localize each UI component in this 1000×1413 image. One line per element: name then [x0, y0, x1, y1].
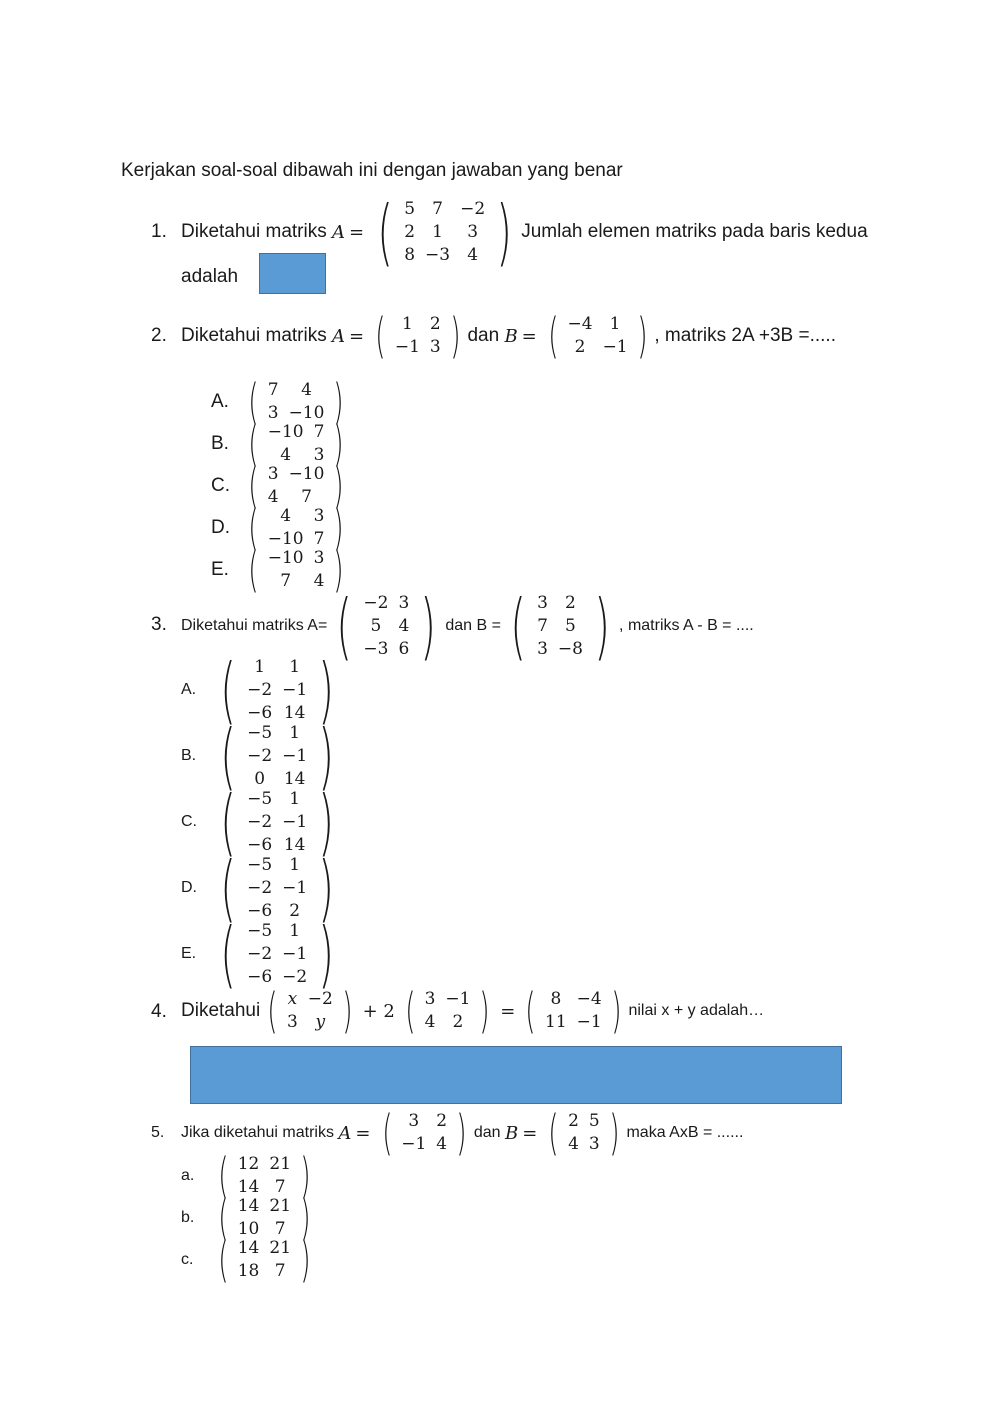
- matrix-cell: −4: [567, 314, 593, 334]
- matrix-cell: 7: [313, 422, 325, 442]
- q2-option-label: E.: [211, 559, 229, 580]
- matrix-cell: 2: [289, 900, 301, 921]
- q5-eq-b: =: [522, 1122, 538, 1144]
- matrix-cell: 18: [237, 1261, 260, 1281]
- q2-number: 2.: [151, 325, 167, 346]
- matrix-grid: [233, 1195, 296, 1241]
- matrix-cell: 3: [588, 1134, 600, 1154]
- matrix-row: [242, 943, 312, 966]
- matrix-grid: [563, 313, 633, 359]
- matrix-cell: 3: [537, 592, 548, 613]
- matrix-cell: 1: [432, 221, 443, 242]
- q2-tail: , matriks 2A +3B =.....: [654, 325, 836, 346]
- matrix-cell: 7: [274, 1177, 286, 1197]
- q1-eq: =: [349, 221, 365, 243]
- matrix-row: [420, 988, 476, 1011]
- matrix-cell: −2: [247, 877, 273, 898]
- matrix-cell: 3: [313, 548, 325, 568]
- left-paren: (: [405, 983, 416, 1039]
- matrix-grid: [263, 421, 330, 467]
- right-paren: ): [300, 1232, 311, 1288]
- right-paren: ): [342, 983, 353, 1039]
- matrix-cell: 3: [429, 337, 441, 357]
- matrix-cell: 4: [267, 487, 279, 507]
- q5-option[interactable]: [181, 1148, 318, 1204]
- matrix-cell: −6: [247, 966, 273, 987]
- matrix-cell: 7: [313, 529, 325, 549]
- q3-matrix-a: [330, 583, 442, 668]
- matrix-cell: 5: [588, 1111, 600, 1131]
- matrix-grid: [282, 988, 338, 1034]
- matrix-row: [282, 1011, 338, 1034]
- matrix-cell: 8: [550, 989, 562, 1009]
- matrix-cell: 14: [283, 834, 306, 855]
- matrix-cell: 2: [574, 337, 586, 357]
- matrix-row: [358, 615, 414, 638]
- q2-option[interactable]: [211, 458, 351, 514]
- matrix-cell: 5: [404, 198, 416, 219]
- matrix-row: [399, 198, 490, 221]
- q1-lead: Diketahui matriks: [181, 221, 327, 242]
- matrix-cell: −1: [282, 877, 308, 898]
- q5-eq-a: =: [355, 1122, 371, 1144]
- q3-option-label: C.: [181, 813, 197, 830]
- left-paren: (: [220, 779, 236, 864]
- q5-option[interactable]: [181, 1232, 318, 1288]
- matrix-grid: [396, 1110, 452, 1156]
- matrix-cell: 14: [283, 768, 306, 789]
- matrix-grid: [263, 505, 330, 551]
- matrix-cell: 4: [424, 1012, 436, 1032]
- matrix-row: [532, 592, 588, 615]
- matrix-row: [563, 313, 633, 336]
- right-paren: ): [636, 308, 648, 364]
- matrix-row: [233, 1153, 296, 1176]
- matrix-row: [242, 877, 312, 900]
- q5-var-a: A: [338, 1122, 352, 1144]
- matrix-cell: −1: [282, 745, 308, 766]
- matrix-row: [263, 505, 330, 528]
- left-paren: (: [248, 500, 259, 556]
- matrix-grid: [263, 379, 330, 425]
- left-paren: (: [525, 983, 536, 1039]
- matrix-row: [263, 421, 330, 444]
- q3-line: [181, 583, 754, 668]
- matrix-cell: −5: [247, 788, 273, 809]
- matrix-row: [233, 1195, 296, 1218]
- left-paren: (: [548, 1105, 559, 1161]
- matrix-row: [263, 570, 330, 593]
- matrix-grid: [358, 592, 414, 661]
- matrix-row: [242, 722, 312, 745]
- matrix-cell: −1: [394, 337, 420, 357]
- matrix-cell: 21: [269, 1154, 292, 1174]
- q3-option-matrix: [214, 911, 340, 996]
- q2-option[interactable]: [211, 416, 351, 472]
- matrix-row: [540, 988, 607, 1011]
- matrix-cell: −2: [282, 966, 308, 987]
- matrix-row: [263, 463, 330, 486]
- q3-number: 3.: [151, 614, 167, 635]
- q5-tail: maka AxB = ......: [626, 1124, 744, 1141]
- q5-mid: dan: [473, 1124, 501, 1141]
- q1-matrix: [371, 189, 518, 274]
- matrix-row: [242, 656, 312, 679]
- q3-tail: , matriks A - B = ....: [619, 617, 754, 634]
- right-paren: ): [608, 1105, 620, 1161]
- right-paren: ): [318, 647, 334, 732]
- matrix-cell: −2: [247, 943, 273, 964]
- matrix-cell: 3: [537, 638, 548, 659]
- matrix-cell: 1: [609, 314, 621, 334]
- matrix-cell: 1: [254, 656, 266, 677]
- left-paren: (: [218, 1190, 229, 1246]
- matrix-cell: −8: [557, 638, 583, 659]
- q5-matrix-a: [378, 1105, 471, 1161]
- matrix-cell: 12: [237, 1154, 260, 1174]
- matrix-cell: −2: [460, 198, 486, 219]
- matrix-row: [263, 379, 330, 402]
- q1-number: 1.: [151, 221, 167, 242]
- matrix-cell: 7: [274, 1261, 286, 1281]
- right-paren: ): [300, 1190, 311, 1246]
- matrix-cell: 7: [280, 571, 292, 591]
- matrix-cell: 5: [565, 615, 576, 636]
- q1-answer-box[interactable]: [259, 253, 326, 294]
- instruction: Kerjakan soal-soal dibawah ini dengan jawaban yang benar: [121, 160, 623, 181]
- left-paren: (: [220, 911, 236, 996]
- matrix-grid: [242, 788, 312, 857]
- matrix-cell: −6: [247, 702, 273, 723]
- matrix-cell: 3: [267, 464, 279, 484]
- matrix-grid: [540, 988, 607, 1034]
- q3-option-label: E.: [181, 945, 197, 962]
- left-paren: (: [267, 983, 278, 1039]
- left-paren: (: [336, 583, 353, 668]
- q4-answer-box[interactable]: [190, 1046, 842, 1104]
- matrix-row: [396, 1110, 452, 1133]
- matrix-cell: −6: [247, 900, 273, 921]
- matrix-grid: [233, 1237, 296, 1283]
- q3-option[interactable]: [181, 911, 343, 996]
- matrix-cell: −10: [288, 403, 325, 423]
- matrix-row: [532, 638, 588, 661]
- q5-options: [181, 1148, 318, 1288]
- matrix-cell: 2: [436, 1111, 448, 1131]
- left-paren: (: [220, 845, 236, 930]
- matrix-row: [242, 788, 312, 811]
- q3-option-label: B.: [181, 747, 197, 764]
- matrix-cell: −10: [267, 548, 304, 568]
- matrix-cell: 4: [280, 506, 292, 526]
- right-paren: ): [594, 583, 610, 668]
- matrix-cell: y: [315, 1012, 326, 1032]
- matrix-cell: 14: [283, 702, 306, 723]
- matrix-cell: 14: [237, 1238, 260, 1258]
- q2-var-a: A: [332, 325, 345, 347]
- q1-var: A: [332, 221, 345, 243]
- matrix-cell: 7: [301, 487, 312, 507]
- right-paren: ): [496, 189, 512, 274]
- q3-option-label: A.: [181, 681, 197, 698]
- matrix-cell: −6: [247, 834, 273, 855]
- matrix-row: [540, 1011, 607, 1034]
- matrix-cell: −1: [445, 989, 471, 1009]
- matrix-grid: [242, 854, 312, 923]
- right-paren: ): [318, 911, 334, 996]
- matrix-row: [242, 745, 312, 768]
- matrix-grid: [390, 313, 446, 359]
- matrix-row: [358, 592, 414, 615]
- q3-mid: dan B =: [445, 617, 501, 634]
- matrix-cell: 5: [370, 615, 382, 636]
- right-paren: ): [610, 983, 622, 1039]
- matrix-cell: −5: [247, 920, 273, 941]
- matrix-cell: −5: [247, 722, 273, 743]
- right-paren: ): [420, 583, 437, 668]
- matrix-cell: 1: [289, 656, 301, 677]
- matrix-grid: [399, 198, 490, 267]
- q2-line: [181, 308, 836, 364]
- matrix-cell: −1: [282, 811, 308, 832]
- matrix-cell: −3: [363, 638, 389, 659]
- matrix-grid: [263, 463, 330, 509]
- left-paren: (: [510, 583, 526, 668]
- matrix-cell: −1: [401, 1134, 427, 1154]
- matrix-cell: −3: [425, 244, 451, 265]
- matrix-row: [358, 638, 414, 661]
- q1-tail: Jumlah elemen matriks pada baris kedua: [521, 221, 868, 242]
- matrix-row: [242, 854, 312, 877]
- matrix-cell: −5: [247, 854, 273, 875]
- matrix-row: [399, 221, 490, 244]
- q5-option[interactable]: [181, 1190, 318, 1246]
- matrix-cell: −10: [288, 464, 325, 484]
- matrix-row: [233, 1260, 296, 1283]
- q4-line: [181, 983, 765, 1039]
- q4-lead: Diketahui: [181, 1000, 261, 1021]
- matrix-row: [399, 244, 490, 267]
- matrix-cell: 4: [398, 615, 410, 636]
- matrix-cell: 7: [267, 380, 279, 400]
- matrix-cell: −1: [282, 679, 308, 700]
- matrix-cell: 10: [237, 1219, 260, 1239]
- matrix-grid: [242, 722, 312, 791]
- matrix-cell: 2: [429, 314, 441, 334]
- matrix-cell: 21: [269, 1238, 292, 1258]
- q5-var-b: B: [505, 1122, 519, 1144]
- right-paren: ): [318, 779, 334, 864]
- matrix-cell: 1: [401, 314, 413, 334]
- matrix-cell: 1: [289, 920, 301, 941]
- right-paren: ): [333, 542, 344, 598]
- q5-lead: Jika diketahui matriks: [181, 1124, 334, 1141]
- matrix-cell: 3: [313, 445, 325, 465]
- q2-matrix-b: [544, 308, 652, 364]
- matrix-row: [242, 811, 312, 834]
- q3-lead: Diketahui matriks A=: [181, 617, 328, 634]
- matrix-row: [390, 313, 446, 336]
- right-paren: ): [333, 374, 344, 430]
- q4-tail: nilai x + y adalah…: [628, 1002, 765, 1019]
- matrix-cell: 2: [452, 1012, 464, 1032]
- matrix-cell: −2: [363, 592, 389, 613]
- left-paren: (: [218, 1148, 229, 1204]
- matrix-cell: 3: [286, 1012, 298, 1032]
- matrix-row: [396, 1133, 452, 1156]
- q2-option[interactable]: [211, 542, 351, 598]
- left-paren: (: [381, 1105, 393, 1161]
- right-paren: ): [300, 1148, 311, 1204]
- matrix-cell: 14: [237, 1196, 260, 1216]
- matrix-cell: −10: [267, 422, 304, 442]
- matrix-grid: [532, 592, 588, 661]
- matrix-cell: 3: [424, 989, 436, 1009]
- q4-matrix-3: [521, 983, 625, 1039]
- matrix-cell: −4: [576, 989, 602, 1009]
- right-paren: ): [318, 845, 334, 930]
- left-paren: (: [547, 308, 559, 364]
- matrix-cell: 11: [545, 1012, 567, 1032]
- matrix-cell: 14: [237, 1177, 260, 1197]
- matrix-cell: −1: [282, 943, 308, 964]
- matrix-cell: −10: [267, 529, 304, 549]
- q2-eq-a: =: [349, 325, 365, 347]
- left-paren: (: [377, 189, 393, 274]
- q4-plus: + 2: [362, 1000, 395, 1022]
- q2-matrix-a: [371, 308, 464, 364]
- matrix-cell: 1: [289, 788, 301, 809]
- q5-option-label: b.: [181, 1209, 195, 1226]
- q2-options: [211, 374, 351, 598]
- q5-option-label: c.: [181, 1251, 194, 1268]
- matrix-row: [242, 679, 312, 702]
- left-paren: (: [375, 308, 386, 364]
- q5-option-matrix: [214, 1232, 315, 1288]
- right-paren: ): [333, 416, 344, 472]
- matrix-row: [563, 1133, 605, 1156]
- q1-line2: adalah: [181, 266, 239, 287]
- matrix-cell: 2: [404, 221, 416, 242]
- matrix-row: [233, 1237, 296, 1260]
- left-paren: (: [220, 647, 236, 732]
- matrix-cell: 6: [398, 638, 410, 659]
- q5-line: [181, 1105, 744, 1161]
- q5-option-label: a.: [181, 1167, 195, 1184]
- matrix-cell: 3: [267, 403, 279, 423]
- left-paren: (: [220, 713, 236, 798]
- matrix-cell: 4: [436, 1134, 448, 1154]
- matrix-cell: −2: [307, 989, 333, 1009]
- matrix-cell: −1: [602, 337, 628, 357]
- q3-options: [181, 647, 343, 996]
- matrix-grid: [242, 656, 312, 725]
- q4-eq: =: [500, 1000, 516, 1022]
- matrix-cell: 1: [289, 854, 301, 875]
- matrix-cell: 3: [398, 592, 410, 613]
- q2-option-label: C.: [211, 475, 230, 496]
- matrix-cell: 4: [280, 445, 292, 465]
- right-paren: ): [456, 1105, 467, 1161]
- matrix-cell: 2: [568, 1111, 579, 1131]
- q5-matrix-b: [544, 1105, 623, 1161]
- matrix-cell: 4: [568, 1134, 579, 1154]
- matrix-cell: 3: [467, 221, 479, 242]
- left-paren: (: [248, 374, 259, 430]
- matrix-cell: 0: [254, 768, 266, 789]
- matrix-row: [282, 988, 338, 1011]
- q4-number: 4.: [151, 1001, 167, 1022]
- matrix-grid: [233, 1153, 296, 1199]
- q2-var-b: B: [504, 325, 518, 347]
- matrix-row: [242, 920, 312, 943]
- matrix-row: [563, 336, 633, 359]
- q2-option[interactable]: [211, 500, 351, 556]
- q2-option-label: B.: [211, 433, 229, 454]
- matrix-row: [390, 336, 446, 359]
- q5-number: 5.: [151, 1124, 165, 1141]
- matrix-cell: x: [287, 989, 298, 1009]
- matrix-grid: [263, 547, 330, 593]
- matrix-cell: −2: [247, 811, 273, 832]
- left-paren: (: [218, 1232, 229, 1288]
- matrix-row: [532, 615, 588, 638]
- right-paren: ): [333, 458, 344, 514]
- matrix-row: [263, 547, 330, 570]
- left-paren: (: [248, 416, 259, 472]
- matrix-cell: 7: [274, 1219, 286, 1239]
- matrix-cell: −2: [247, 679, 273, 700]
- q3-matrix-b: [504, 583, 616, 668]
- matrix-cell: 4: [301, 380, 312, 400]
- matrix-cell: 4: [467, 244, 479, 265]
- q3-option-label: D.: [181, 879, 197, 896]
- q2-option-label: A.: [211, 391, 229, 412]
- q2-lead: Diketahui matriks: [181, 325, 327, 346]
- matrix-cell: 3: [408, 1111, 420, 1131]
- q2-option-matrix: [244, 542, 348, 598]
- q4-matrix-2: [401, 983, 494, 1039]
- q2-eq-b: =: [521, 325, 537, 347]
- matrix-grid: [242, 920, 312, 989]
- q2-option-label: D.: [211, 517, 230, 538]
- right-paren: ): [479, 983, 490, 1039]
- left-paren: (: [248, 542, 259, 598]
- q2-option[interactable]: [211, 374, 351, 430]
- matrix-cell: −2: [247, 745, 273, 766]
- matrix-cell: −1: [576, 1012, 602, 1032]
- right-paren: ): [318, 713, 334, 798]
- matrix-grid: [420, 988, 476, 1034]
- matrix-grid: [563, 1110, 605, 1156]
- matrix-cell: 2: [565, 592, 576, 613]
- right-paren: ): [449, 308, 461, 364]
- left-paren: (: [248, 458, 259, 514]
- matrix-cell: 8: [404, 244, 416, 265]
- matrix-cell: 4: [313, 571, 325, 591]
- q2-mid: dan: [467, 325, 500, 346]
- matrix-cell: 7: [432, 198, 443, 219]
- right-paren: ): [333, 500, 344, 556]
- matrix-cell: 21: [269, 1196, 292, 1216]
- matrix-row: [420, 1011, 476, 1034]
- matrix-cell: 7: [537, 615, 548, 636]
- q4-matrix-1: [263, 983, 356, 1039]
- matrix-cell: 1: [289, 722, 301, 743]
- matrix-row: [563, 1110, 605, 1133]
- matrix-cell: 3: [313, 506, 325, 526]
